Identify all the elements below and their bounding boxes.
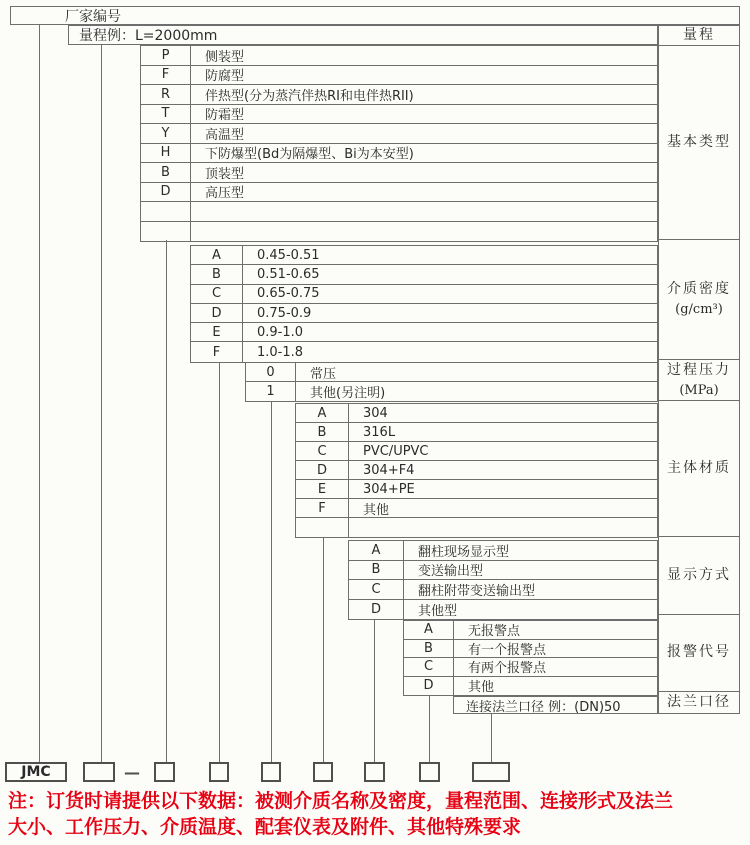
option-code: E	[296, 480, 349, 498]
option-row	[296, 461, 657, 480]
category-label-column	[658, 25, 740, 714]
option-code	[141, 202, 191, 221]
option-row	[141, 105, 657, 125]
option-row	[191, 304, 657, 323]
option-row	[349, 561, 657, 581]
option-row	[296, 480, 657, 499]
alarm-code-table	[403, 620, 658, 696]
code-box-medium-density	[209, 762, 229, 782]
option-code: R	[141, 85, 191, 104]
option-row	[349, 580, 657, 600]
code-box-range	[83, 762, 115, 782]
option-desc: 侧装型	[205, 49, 245, 65]
flange-size-label: 连接法兰口径 例：(DN)50	[466, 699, 621, 713]
option-desc: 304	[363, 405, 388, 421]
option-row	[141, 124, 657, 144]
option-code: B	[404, 640, 454, 658]
ordering-note	[8, 788, 750, 840]
option-desc: 1.0-1.8	[257, 344, 304, 360]
option-row	[191, 285, 657, 304]
option-row	[404, 621, 657, 640]
option-code	[141, 222, 191, 242]
ordering-note-line1: 注：订货时请提供以下数据：被测介质名称及密度，量程范围、连接形式及法兰	[8, 790, 674, 812]
manufacturer-code-label: 厂家编号	[65, 8, 121, 25]
option-code: E	[191, 323, 243, 341]
option-code: D	[141, 183, 191, 202]
option-code: 0	[246, 363, 296, 381]
option-desc: 防腐型	[205, 69, 245, 84]
option-desc: 304+PE	[363, 481, 415, 497]
medium-density-table	[190, 245, 658, 363]
connector-line	[219, 363, 220, 762]
ordering-note-line2: 大小、工作压力、介质温度、配套仪表及附件、其他特殊要求	[8, 816, 522, 839]
option-desc: 下防爆型(Bd为隔爆型、Bi为本安型)	[205, 147, 414, 162]
category-display-mode: 显示方式	[659, 537, 739, 614]
code-box-basic-type	[154, 762, 175, 782]
display-mode-table	[348, 540, 658, 620]
connector-line	[271, 402, 272, 762]
option-desc: 顶装型	[205, 166, 245, 182]
option-row	[141, 46, 657, 66]
option-row	[296, 518, 657, 537]
category-range: 量程	[659, 26, 739, 46]
option-code: D	[296, 461, 349, 479]
option-desc: 其他(另注明)	[310, 386, 386, 401]
option-row	[246, 363, 657, 382]
code-box-flange-size	[472, 762, 510, 782]
option-row	[296, 423, 657, 442]
basic-type-table	[140, 45, 658, 242]
option-row	[141, 85, 657, 105]
model-prefix-box: JMC	[5, 762, 67, 782]
option-desc: 304+F4	[363, 462, 415, 478]
option-desc: 防霜型	[205, 108, 245, 123]
option-code: B	[191, 265, 243, 283]
option-code: C	[404, 658, 454, 676]
option-code: D	[191, 304, 243, 322]
option-row	[141, 222, 657, 242]
option-code: B	[141, 163, 191, 182]
process-pressure-table	[245, 362, 658, 402]
option-code: H	[141, 144, 191, 163]
option-code: A	[296, 404, 349, 422]
option-desc	[349, 518, 657, 537]
option-code: Y	[141, 124, 191, 143]
connector-line	[166, 240, 167, 762]
option-row	[141, 66, 657, 86]
option-code: D	[404, 677, 454, 696]
option-desc: PVC/UPVC	[363, 443, 429, 459]
option-desc: 有一个报警点	[468, 642, 547, 657]
option-row	[404, 658, 657, 677]
connector-line	[374, 620, 375, 762]
option-row	[404, 640, 657, 659]
option-code: P	[141, 46, 191, 65]
option-desc: 伴热型(分为蒸汽伴热RI和电伴热RII)	[205, 88, 414, 104]
option-code: C	[191, 285, 243, 303]
option-code: F	[296, 499, 349, 517]
option-desc: 其他	[468, 680, 495, 695]
option-desc: 翻柱附带变送输出型	[418, 583, 536, 599]
option-desc: 无报警点	[468, 624, 521, 639]
connector-line	[323, 538, 324, 762]
option-code: D	[349, 600, 404, 620]
category-process-pressure: 过程压力 (MPa)	[659, 360, 739, 402]
option-row	[191, 265, 657, 284]
option-desc: 常压	[310, 366, 337, 381]
option-desc: 有两个报警点	[468, 661, 547, 676]
body-material-table	[295, 403, 658, 538]
option-code: A	[191, 246, 243, 264]
category-medium-density: 介质密度 (g/cm³)	[659, 240, 739, 360]
option-code: A	[404, 621, 454, 639]
code-box-body-material	[313, 762, 333, 782]
option-desc: 其他型	[418, 603, 458, 619]
option-desc: 0.51-0.65	[257, 266, 320, 282]
connector-line	[429, 696, 430, 762]
option-code: F	[141, 66, 191, 85]
code-separator-dash: —	[124, 762, 140, 782]
connector-line	[39, 25, 40, 762]
option-code: B	[296, 423, 349, 441]
option-row	[141, 202, 657, 222]
option-desc	[191, 202, 657, 221]
option-desc: 0.75-0.9	[257, 305, 312, 321]
option-row	[404, 677, 657, 696]
option-row	[296, 442, 657, 461]
category-flange-size: 法兰口径	[667, 694, 731, 711]
connector-line	[491, 714, 492, 762]
option-row	[296, 404, 657, 423]
option-desc: 316L	[363, 424, 396, 440]
option-desc: 其他	[363, 502, 390, 517]
option-row	[191, 342, 657, 361]
option-row	[141, 183, 657, 203]
option-code	[296, 518, 349, 537]
option-row	[141, 163, 657, 183]
option-row	[246, 382, 657, 401]
connector-line	[101, 45, 102, 762]
option-desc: 0.45-0.51	[257, 247, 320, 263]
option-code: F	[191, 342, 243, 361]
option-code: C	[349, 580, 404, 599]
option-row	[296, 499, 657, 518]
option-row	[191, 323, 657, 342]
option-desc: 0.65-0.75	[257, 286, 320, 302]
option-desc: 0.9-1.0	[257, 324, 304, 340]
option-desc: 翻柱现场显示型	[418, 544, 510, 560]
range-example-row	[68, 25, 658, 45]
code-box-alarm-code	[419, 762, 440, 782]
flange-size-row	[453, 696, 658, 714]
option-row	[454, 697, 657, 713]
code-box-display-mode	[364, 762, 385, 782]
option-code: C	[296, 442, 349, 460]
option-row	[141, 144, 657, 164]
manufacturer-code-row	[10, 6, 740, 25]
option-desc: 高压型	[205, 186, 245, 201]
option-code: A	[349, 541, 404, 560]
category-body-material: 主体材质	[659, 401, 739, 537]
category-basic-type: 基本类型	[659, 46, 739, 240]
option-desc	[191, 222, 657, 242]
option-code: B	[349, 561, 404, 580]
option-code: 1	[246, 382, 296, 401]
option-desc: 高温型	[205, 127, 245, 143]
option-code: T	[141, 105, 191, 124]
category-alarm-code: 报警代号	[659, 615, 739, 692]
option-row	[191, 246, 657, 265]
code-box-process-pressure	[261, 762, 281, 782]
option-row	[349, 600, 657, 620]
option-desc: 变送输出型	[418, 564, 484, 579]
range-example-label: 量程例：L=2000mm	[79, 28, 218, 44]
option-row	[349, 541, 657, 561]
